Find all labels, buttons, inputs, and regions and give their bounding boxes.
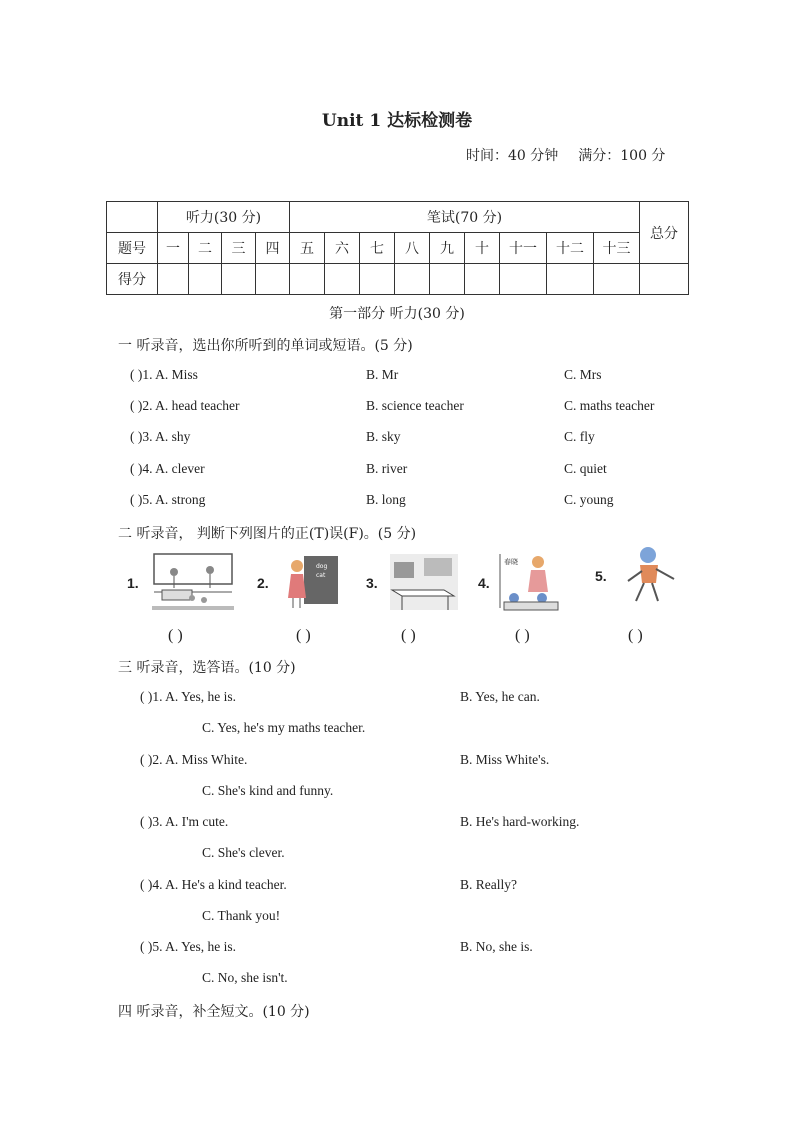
score-cell[interactable] bbox=[290, 264, 325, 295]
page-title: Unit 1 达标检测卷 bbox=[321, 111, 473, 131]
section3-title: 三 听录音，选答语。(10 分) bbox=[118, 660, 296, 676]
score-row bbox=[107, 264, 689, 295]
picture-3-answer[interactable]: ( ) bbox=[401, 627, 416, 644]
section1-title: 一 听录音，选出你所听到的单词或短语。(5 分) bbox=[118, 338, 413, 354]
picture-2-answer[interactable]: ( ) bbox=[296, 627, 311, 644]
picture-2-teacher-image bbox=[284, 552, 340, 610]
s3-q2-a: ( )2. A. Miss White. bbox=[140, 752, 248, 767]
s1-q1-c: C. Mrs bbox=[564, 367, 602, 382]
s3-q1-c: C. Yes, he's my maths teacher. bbox=[202, 720, 366, 735]
full-score: 满分：100 分 bbox=[578, 148, 666, 164]
qnum-cell: 十二 bbox=[547, 233, 594, 264]
picture-1-label: 1. bbox=[127, 575, 139, 591]
qnum-cell: 十一 bbox=[500, 233, 547, 264]
picture-1-answer[interactable]: ( ) bbox=[168, 627, 183, 644]
part-one-title: 第一部分 听力(30 分) bbox=[329, 306, 465, 322]
picture-3-desk-image bbox=[388, 552, 460, 612]
listening-header: 听力(30 分) bbox=[158, 202, 290, 233]
s1-q3-a: ( )3. A. shy bbox=[130, 429, 191, 444]
row-label-score: 得分 bbox=[107, 264, 158, 295]
s3-q5-a: ( )5. A. Yes, he is. bbox=[140, 939, 237, 954]
qnum-cell: 一 bbox=[158, 233, 189, 264]
score-cell[interactable] bbox=[189, 264, 222, 295]
score-cell[interactable] bbox=[500, 264, 547, 295]
qnum-cell: 二 bbox=[189, 233, 222, 264]
section2-title: 二 听录音， 判断下列图片的正(T)误(F)。(5 分) bbox=[118, 526, 417, 542]
s1-q2-a: ( )2. A. head teacher bbox=[130, 398, 240, 413]
s1-q5-a: ( )5. A. strong bbox=[130, 492, 206, 507]
s3-q5-b: B. No, she is. bbox=[460, 939, 533, 954]
picture-5-label: 5. bbox=[595, 568, 607, 584]
picture-4-answer[interactable]: ( ) bbox=[515, 627, 530, 644]
s3-q3-a: ( )3. A. I'm cute. bbox=[140, 814, 229, 829]
score-cell[interactable] bbox=[430, 264, 465, 295]
qnum-cell: 九 bbox=[430, 233, 465, 264]
qnum-cell: 十 bbox=[465, 233, 500, 264]
picture-1-classroom-image bbox=[152, 552, 234, 610]
s3-q5-c: C. No, she isn't. bbox=[202, 970, 288, 985]
board-text-cat: cat bbox=[316, 572, 326, 579]
s3-q4-c: C. Thank you! bbox=[202, 908, 281, 923]
board-text-dog: dog bbox=[316, 563, 328, 570]
score-cell[interactable] bbox=[158, 264, 189, 295]
qnum-cell: 五 bbox=[290, 233, 325, 264]
qnum-cell: 八 bbox=[395, 233, 430, 264]
section4-title: 四 听录音，补全短文。(10 分) bbox=[118, 1004, 310, 1020]
picture-2-label: 2. bbox=[257, 575, 269, 591]
time-limit: 时间：40 分钟 bbox=[466, 148, 559, 164]
s1-q4-a: ( )4. A. clever bbox=[130, 461, 205, 476]
score-table-header-row bbox=[107, 202, 689, 233]
qnum-cell: 十三 bbox=[594, 233, 640, 264]
picture-4-label: 4. bbox=[478, 575, 490, 591]
board-text-chunxiao: 春晓 bbox=[504, 558, 518, 566]
s1-q2-b: B. science teacher bbox=[366, 398, 464, 413]
s3-q2-b: B. Miss White's. bbox=[460, 752, 550, 767]
score-cell[interactable] bbox=[256, 264, 290, 295]
s3-q1-b: B. Yes, he can. bbox=[460, 689, 540, 704]
s1-q4-c: C. quiet bbox=[564, 461, 607, 476]
writing-header: 笔试(70 分) bbox=[290, 202, 640, 233]
s3-q2-c: C. She's kind and funny. bbox=[202, 783, 334, 798]
picture-4-teacher-class-image bbox=[498, 550, 562, 612]
qnum-cell: 六 bbox=[325, 233, 360, 264]
score-cell[interactable] bbox=[325, 264, 360, 295]
s1-q4-b: B. river bbox=[366, 461, 408, 476]
score-cell[interactable] bbox=[465, 264, 500, 295]
s3-q1-a: ( )1. A. Yes, he is. bbox=[140, 689, 237, 704]
s1-q2-c: C. maths teacher bbox=[564, 398, 655, 413]
qnum-cell: 四 bbox=[256, 233, 290, 264]
total-score-cell[interactable] bbox=[640, 264, 689, 295]
question-number-row bbox=[107, 233, 689, 264]
s1-q3-c: C. fly bbox=[564, 429, 595, 444]
picture-3-label: 3. bbox=[366, 575, 378, 591]
score-cell[interactable] bbox=[222, 264, 256, 295]
score-table bbox=[106, 201, 689, 295]
score-cell[interactable] bbox=[594, 264, 640, 295]
s1-q3-b: B. sky bbox=[366, 429, 401, 444]
row-label-number: 题号 bbox=[107, 233, 158, 264]
score-cell[interactable] bbox=[360, 264, 395, 295]
qnum-cell: 三 bbox=[222, 233, 256, 264]
s3-q4-b: B. Really? bbox=[460, 877, 517, 892]
blank-cell bbox=[107, 202, 158, 233]
picture-5-answer[interactable]: ( ) bbox=[628, 627, 643, 644]
score-cell[interactable] bbox=[547, 264, 594, 295]
s3-q3-b: B. He's hard-working. bbox=[460, 814, 580, 829]
qnum-cell: 七 bbox=[360, 233, 395, 264]
total-header: 总分 bbox=[640, 202, 689, 264]
picture-5-jumping-kid-image bbox=[618, 545, 680, 607]
exam-meta bbox=[466, 145, 665, 165]
s1-q1-b: B. Mr bbox=[366, 367, 399, 382]
s1-q5-c: C. young bbox=[564, 492, 614, 507]
s3-q3-c: C. She's clever. bbox=[202, 845, 285, 860]
s3-q4-a: ( )4. A. He's a kind teacher. bbox=[140, 877, 287, 892]
score-cell[interactable] bbox=[395, 264, 430, 295]
s1-q5-b: B. long bbox=[366, 492, 406, 507]
s1-q1-a: ( )1. A. Miss bbox=[130, 367, 198, 382]
